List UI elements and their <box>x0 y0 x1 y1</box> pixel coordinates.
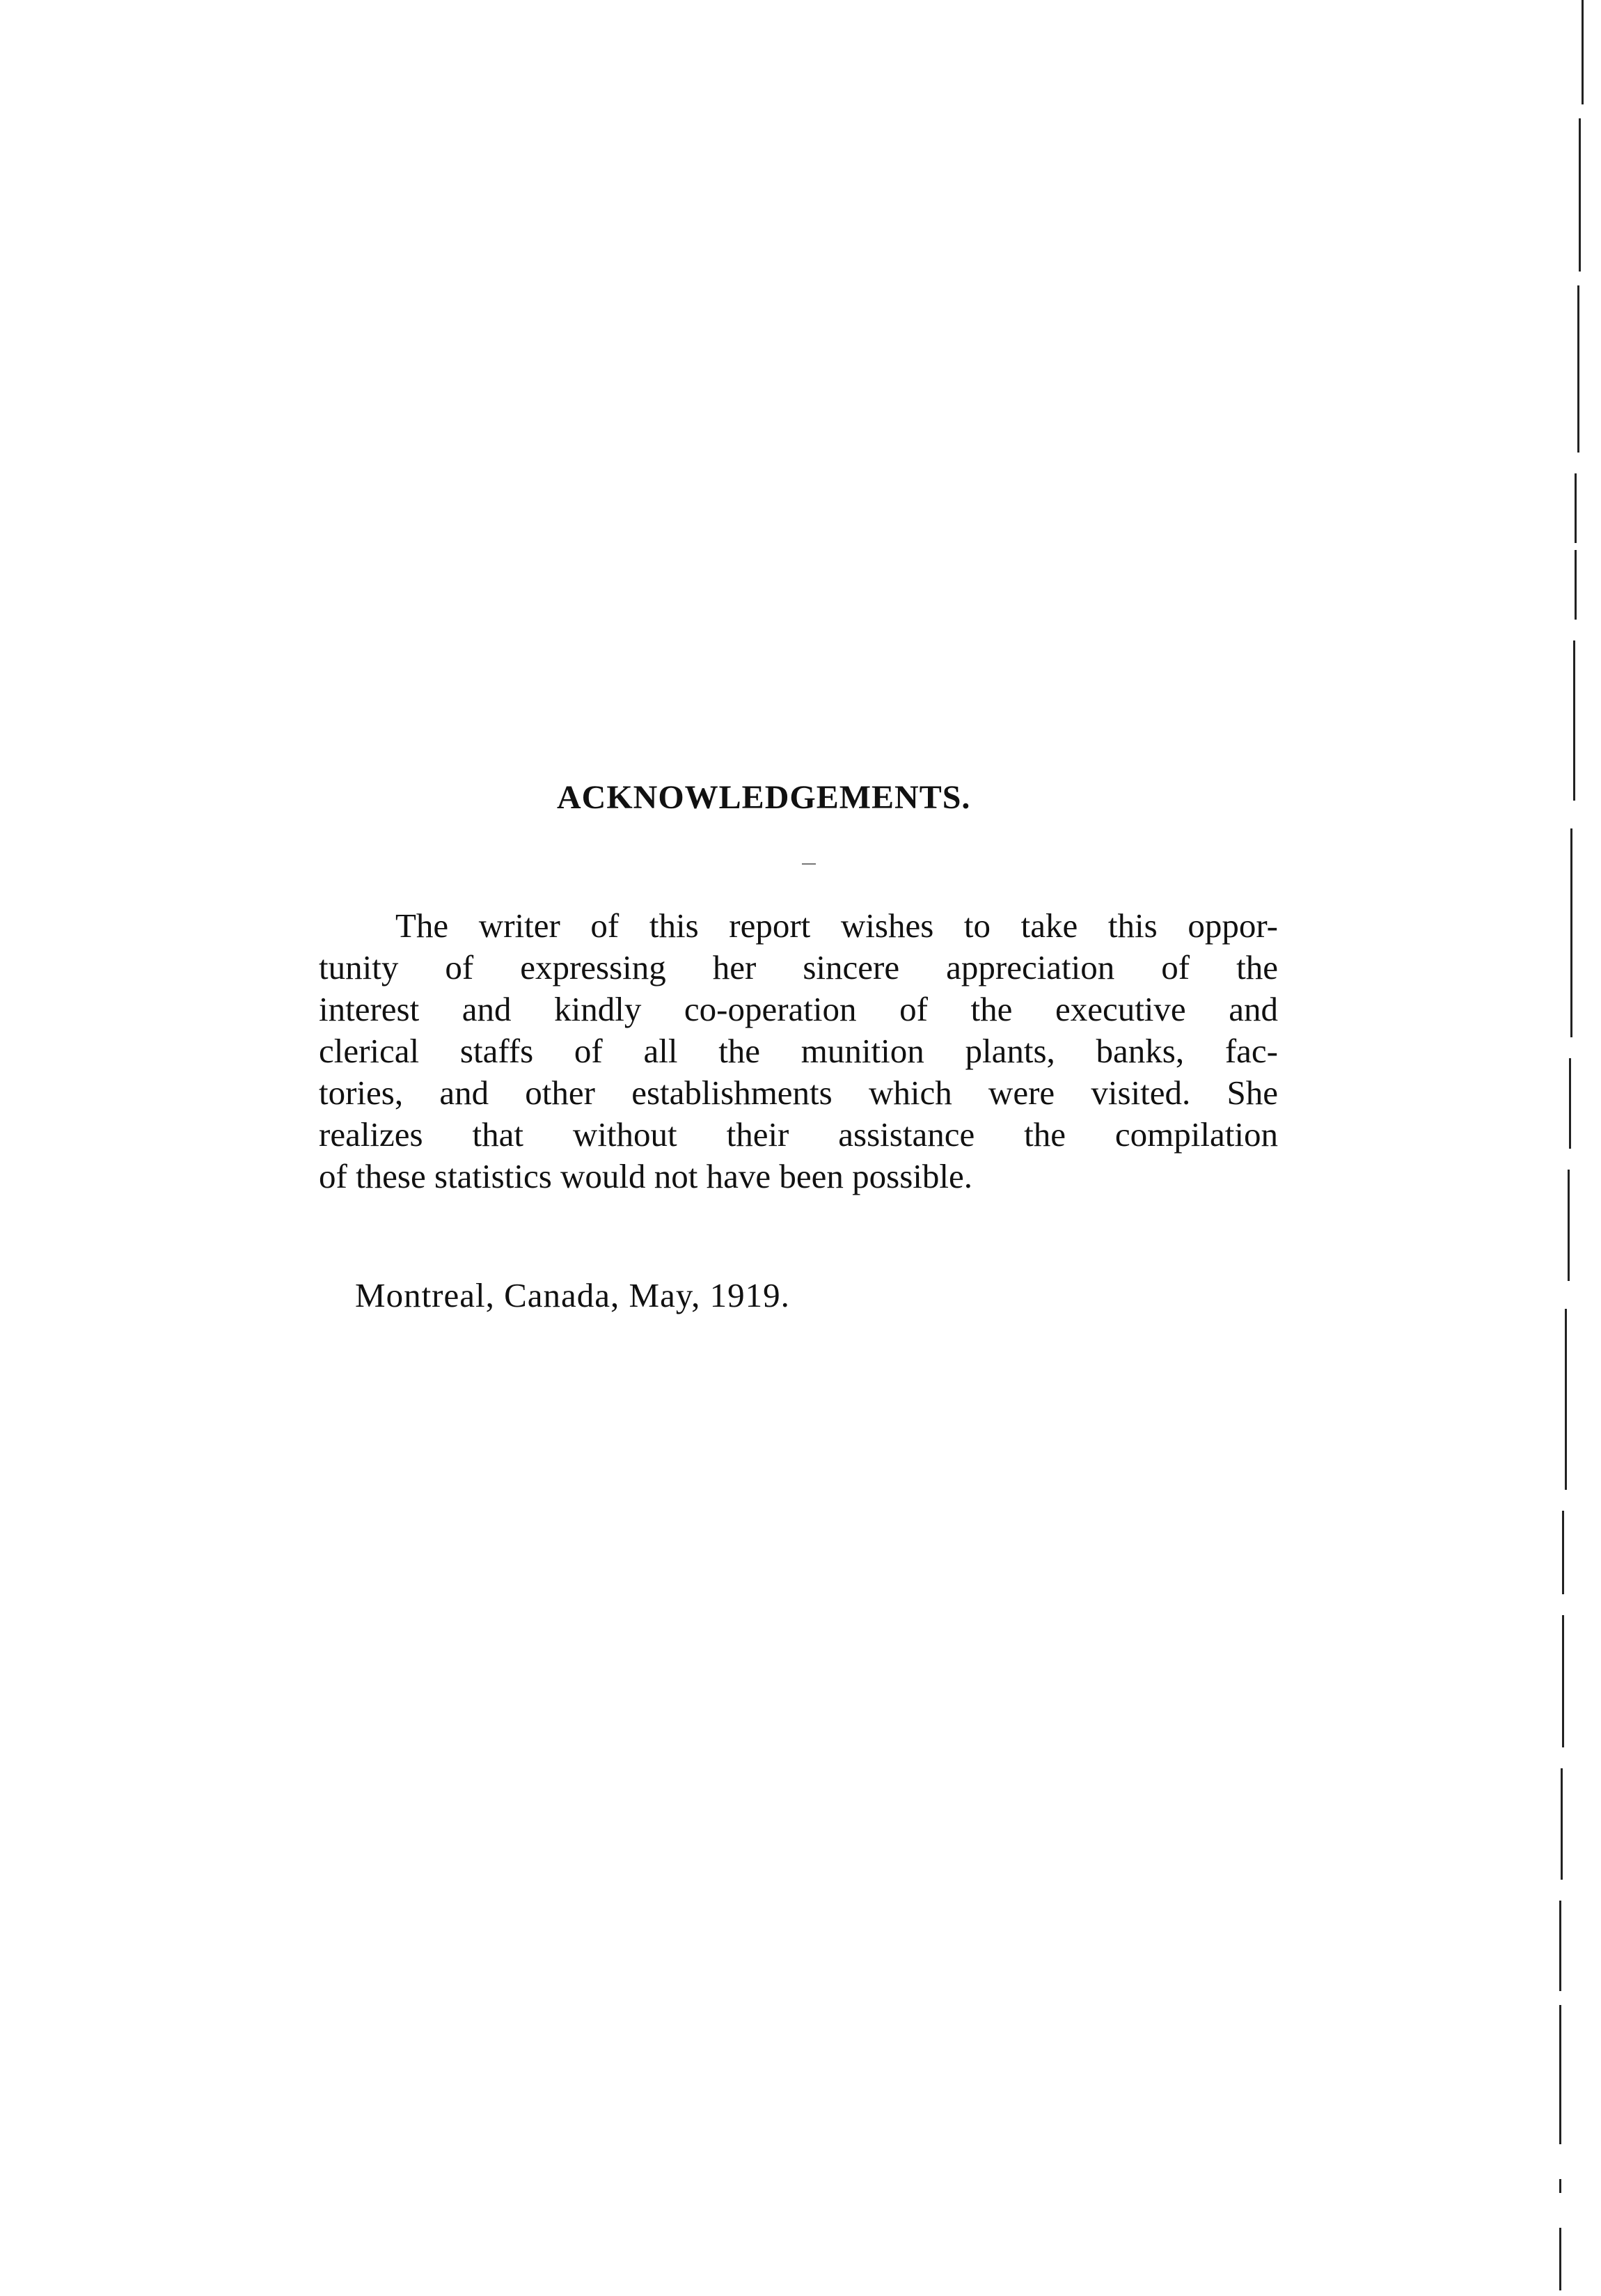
paragraph-line: realizes that without their assistance the compilation <box>319 1115 1278 1154</box>
paragraph-line: clerical staffs of all the munition plants, banks, fac- <box>319 1032 1278 1070</box>
paragraph-line: The writer of this report wishes to take this oppor- <box>395 906 1278 945</box>
place-and-date: Montreal, Canada, May, 1919. <box>355 1276 790 1314</box>
paragraph-line: tories, and other establishments which were visited. She <box>319 1074 1278 1112</box>
paragraph-line: of these statistics would not have been possible. <box>319 1157 972 1195</box>
paragraph-line: tunity of expressing her sincere appreciation of the <box>319 948 1278 986</box>
paragraph-line: interest and kindly co-operation of the executive and <box>319 990 1278 1028</box>
page-heading: ACKNOWLEDGEMENTS. <box>557 779 971 816</box>
separator-mark <box>802 863 816 865</box>
